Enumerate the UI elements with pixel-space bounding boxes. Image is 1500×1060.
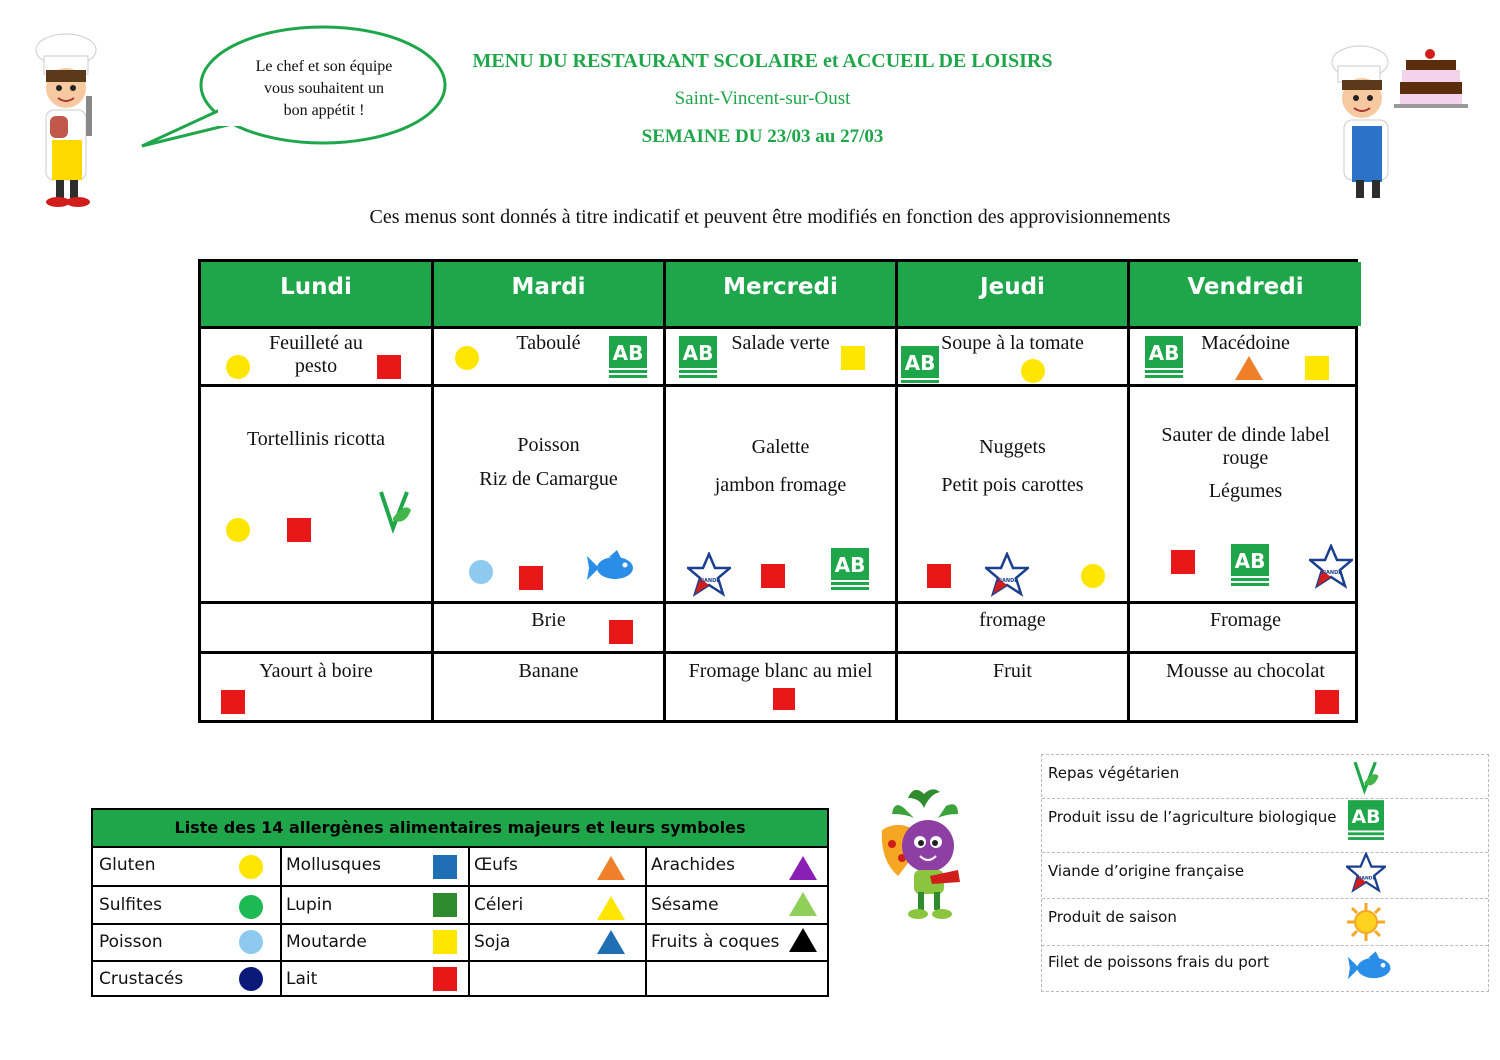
allergen-label: Sulfites xyxy=(99,895,162,915)
dessert-lundi: Yaourt à boire xyxy=(259,660,373,682)
allergen-oeufs-icon xyxy=(1235,356,1263,380)
day-header-vendredi: Vendredi xyxy=(1130,262,1361,326)
svg-text:VIANDE: VIANDE xyxy=(1320,570,1342,576)
dish-line: Taboulé xyxy=(516,332,581,354)
dish-line: Macédoine xyxy=(1201,332,1290,354)
legend-label: Repas végétarien xyxy=(1048,764,1180,782)
dessert-mercredi: Fromage blanc au miel xyxy=(688,660,873,682)
svg-text:AB: AB xyxy=(904,351,936,375)
svg-text:VIANDE: VIANDE xyxy=(1356,876,1376,882)
dish-line: Soupe à la tomate xyxy=(941,332,1084,354)
lait-symbol-icon xyxy=(433,967,457,991)
dish-line: Riz de Camargue xyxy=(479,468,618,490)
main-mercredi xyxy=(666,428,895,504)
svg-text:AB: AB xyxy=(1234,549,1266,573)
moutarde-symbol-icon xyxy=(433,930,457,954)
dish-line: pesto xyxy=(294,355,338,377)
allergen-lait-icon xyxy=(1315,690,1339,714)
allergen-label: Arachides xyxy=(651,855,735,875)
allergen-label: Céleri xyxy=(474,895,524,915)
fresh-fish-icon xyxy=(587,548,639,588)
speech-line: vous souhaitent un xyxy=(264,80,384,97)
french-beef-icon xyxy=(985,552,1029,598)
crustaces-symbol-icon xyxy=(239,967,263,991)
cheese-mardi: Brie xyxy=(531,609,566,631)
allergen-label: Moutarde xyxy=(286,932,367,952)
speech-line: Le chef et son équipe xyxy=(255,58,393,75)
legend-row-french-meat xyxy=(1042,852,1488,899)
dish-line: Tortellinis ricotta xyxy=(246,428,385,450)
fruits-coques-symbol-icon xyxy=(789,928,817,952)
day-header-jeudi: Jeudi xyxy=(898,262,1127,326)
allergen-gluten-icon xyxy=(1081,564,1105,588)
svg-text:AB: AB xyxy=(1148,341,1180,365)
allergen-gluten-icon xyxy=(226,355,250,379)
dessert-vendredi: Mousse au chocolat xyxy=(1166,660,1325,682)
allergen-celeri-moutarde-icon xyxy=(841,346,865,370)
allergen-gluten-icon xyxy=(455,346,479,370)
sulfites-symbol-icon xyxy=(239,895,263,919)
dish-line: Salade verte xyxy=(731,332,830,354)
svg-text:AB: AB xyxy=(1351,805,1381,828)
allergen-lait-icon xyxy=(287,518,311,542)
legend-label: Produit issu de l’agriculture biologique xyxy=(1048,808,1337,826)
french-beef-icon xyxy=(1309,544,1353,590)
svg-text:VIANDE: VIANDE xyxy=(698,578,720,584)
dessert-mardi: Banane xyxy=(518,660,579,682)
allergen-lait-icon xyxy=(761,564,785,588)
allergen-lait-icon xyxy=(1171,550,1195,574)
main-lundi xyxy=(201,428,431,451)
disclaimer: Ces menus sont donnés à titre indicatif et peuvent être modifiés en fonction des approvisionnements xyxy=(369,206,1171,228)
fresh-fish-icon xyxy=(1348,949,1396,987)
day-header-mercredi: Mercredi xyxy=(666,262,895,326)
allergen-lait-icon xyxy=(519,566,543,590)
oeufs-symbol-icon xyxy=(597,856,625,880)
dish-line: Feuilleté au xyxy=(269,332,363,354)
legend-label: Filet de poissons frais du port xyxy=(1048,953,1269,971)
svg-text:VIANDE: VIANDE xyxy=(996,578,1018,584)
main-mardi xyxy=(434,428,663,496)
allergen-label: Poisson xyxy=(99,932,163,952)
arachides-symbol-icon xyxy=(789,856,817,880)
allergen-label: Sésame xyxy=(651,895,719,915)
lupin-symbol-icon xyxy=(433,893,457,917)
chef-left-illustration xyxy=(20,30,115,210)
legend-box xyxy=(1041,754,1489,992)
allergen-lait-icon xyxy=(773,688,795,710)
allergen-lait-icon xyxy=(927,564,951,588)
gluten-symbol-icon xyxy=(239,855,263,879)
vegetarian-icon xyxy=(1350,759,1382,795)
allergen-label: Mollusques xyxy=(286,855,382,875)
page-title: MENU DU RESTAURANT SCOLAIRE et ACCUEIL DE LOISIRS xyxy=(472,50,1053,72)
week-range: SEMAINE DU 23/03 au 27/03 xyxy=(641,126,884,147)
sun-icon xyxy=(1346,902,1386,942)
legend-row-organic xyxy=(1042,798,1488,853)
dish-line: jambon fromage xyxy=(714,474,847,496)
dish-line: Sauter de dinde label xyxy=(1161,424,1330,446)
allergen-label: Crustacés xyxy=(99,969,184,989)
allergen-lait-icon xyxy=(221,690,245,714)
allergen-poisson-icon xyxy=(469,560,493,584)
soja-symbol-icon xyxy=(597,930,625,954)
cheese-vendredi: Fromage xyxy=(1209,609,1282,631)
dish-line: rouge xyxy=(1222,447,1269,469)
dessert-jeudi: Fruit xyxy=(993,660,1032,682)
allergen-moutarde-icon xyxy=(1305,356,1329,380)
ab-organic-icon xyxy=(1145,336,1183,380)
vegetarian-icon xyxy=(377,488,413,534)
allergen-lait-icon xyxy=(609,620,633,644)
svg-text:AB: AB xyxy=(682,341,714,365)
menu-table xyxy=(198,259,1358,723)
allergen-label: Lait xyxy=(286,969,318,989)
main-vendredi xyxy=(1130,424,1361,503)
cheese-jeudi: fromage xyxy=(979,609,1046,631)
legend-label: Viande d’origine française xyxy=(1048,862,1245,880)
sesame-symbol-icon xyxy=(789,892,817,916)
town-name: Saint-Vincent-sur-Oust xyxy=(674,88,851,109)
celeri-symbol-icon xyxy=(597,896,625,920)
allergen-label: Fruits à coques xyxy=(651,932,780,952)
svg-text:AB: AB xyxy=(612,341,644,365)
allergen-label: Soja xyxy=(474,932,511,952)
allergen-label: Lupin xyxy=(286,895,333,915)
french-beef-icon xyxy=(687,552,731,598)
allergen-gluten-icon xyxy=(1021,359,1045,383)
dish-line: Nuggets xyxy=(979,436,1046,458)
ab-organic-icon xyxy=(831,548,869,592)
ab-organic-icon xyxy=(1348,800,1384,842)
dish-line: Légumes xyxy=(1208,480,1283,502)
speech-bubble-text xyxy=(226,56,422,122)
dish-line: Poisson xyxy=(517,434,580,456)
french-beef-icon xyxy=(1346,852,1386,894)
allergen-gluten-icon xyxy=(226,518,250,542)
chef-cake-illustration xyxy=(1320,40,1470,210)
dish-line: Galette xyxy=(751,436,810,458)
allergen-lait-icon xyxy=(377,355,401,379)
legend-row-fresh-fish xyxy=(1042,945,1488,991)
ab-organic-icon xyxy=(901,346,939,390)
day-header-lundi: Lundi xyxy=(201,262,431,326)
beet-mascot-illustration xyxy=(874,784,984,924)
ab-organic-icon xyxy=(609,336,647,380)
ab-organic-icon xyxy=(1231,544,1269,588)
poisson-symbol-icon xyxy=(239,930,263,954)
allergen-table-title: Liste des 14 allergènes alimentaires majeurs et leurs symboles xyxy=(93,810,827,846)
speech-line: bon appétit ! xyxy=(283,102,365,119)
main-jeudi xyxy=(898,428,1127,504)
legend-label: Produit de saison xyxy=(1048,908,1177,926)
allergen-label: Œufs xyxy=(474,855,518,875)
ab-organic-icon xyxy=(679,336,717,380)
dish-line: Petit pois carottes xyxy=(941,474,1084,496)
legend-row-seasonal xyxy=(1042,898,1488,946)
allergen-table xyxy=(91,808,829,997)
svg-text:AB: AB xyxy=(834,553,866,577)
mollusques-symbol-icon xyxy=(433,855,457,879)
allergen-label: Gluten xyxy=(99,855,156,875)
legend-row-vegetarian xyxy=(1042,755,1488,799)
day-header-mardi: Mardi xyxy=(434,262,663,326)
